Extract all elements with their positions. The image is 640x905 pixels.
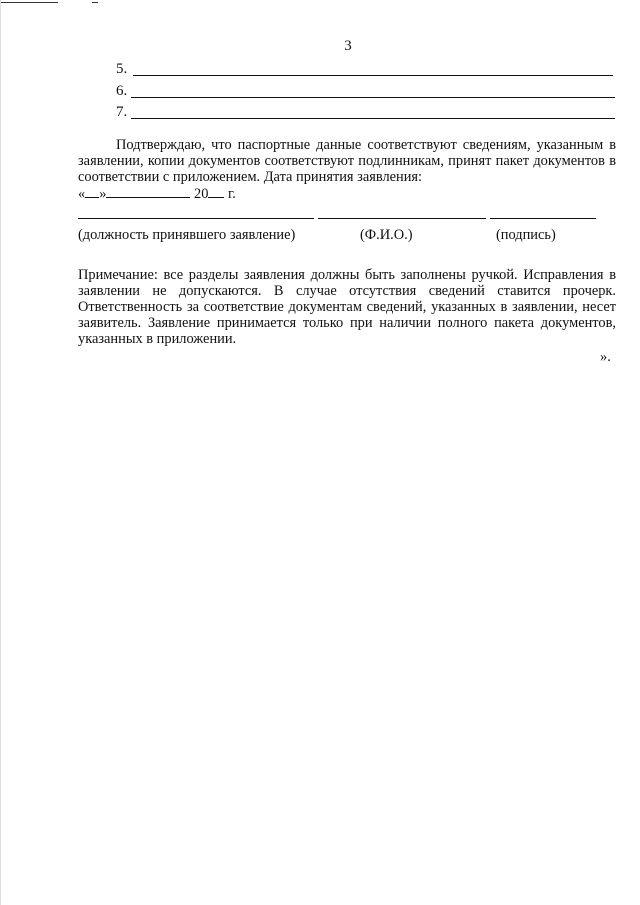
name-rule bbox=[318, 218, 486, 219]
date-open-quote: « bbox=[78, 186, 86, 202]
scan-artifact-mark bbox=[92, 2, 98, 3]
date-day-blank bbox=[85, 185, 99, 198]
numbered-line-label: 5. bbox=[116, 61, 128, 77]
position-rule bbox=[78, 218, 314, 219]
closing-quote: ». bbox=[600, 349, 611, 365]
date-suffix: г. bbox=[228, 186, 236, 202]
confirmation-paragraph: Подтверждаю, что паспортные данные соответствуют сведениям, указанным в заявлении, копии документов соответствуют подлинникам, принят пакет документов в соответствии с приложением. Дата принятия заявления: bbox=[78, 137, 616, 185]
fill-in-rule bbox=[133, 75, 613, 76]
date-close-quote: » bbox=[99, 186, 107, 202]
numbered-line-7 bbox=[116, 104, 127, 121]
signature-label: (подпись) bbox=[496, 227, 556, 243]
date-year-blank bbox=[208, 185, 224, 198]
page-number: 3 bbox=[344, 38, 352, 54]
position-label: (должность принявшего заявление) bbox=[78, 227, 296, 243]
acceptance-date bbox=[78, 185, 236, 202]
name-label: (Ф.И.О.) bbox=[360, 227, 413, 243]
fill-in-rule bbox=[131, 97, 615, 98]
numbered-line-5 bbox=[116, 61, 127, 78]
scan-artifact-mark bbox=[0, 2, 58, 3]
signature-rule bbox=[490, 218, 596, 219]
note-paragraph: Примечание: все разделы заявления должны быть заполнены ручкой. Исправления в заявлении не допускаются. В случае отсутствия сведений ставится прочерк. Ответственность за соответствие документам сведений, указанных в заявлении, несет заявитель. Заявление принимается только при наличии полного пакета документов, указанных в приложении. bbox=[78, 267, 616, 347]
fill-in-rule bbox=[131, 118, 615, 119]
date-year-prefix: 20 bbox=[194, 186, 209, 202]
numbered-line-label: 7. bbox=[116, 104, 128, 120]
date-month-blank bbox=[106, 185, 190, 198]
numbered-line-6 bbox=[116, 83, 127, 100]
numbered-line-label: 6. bbox=[116, 83, 128, 99]
scan-edge-line bbox=[0, 0, 1, 905]
